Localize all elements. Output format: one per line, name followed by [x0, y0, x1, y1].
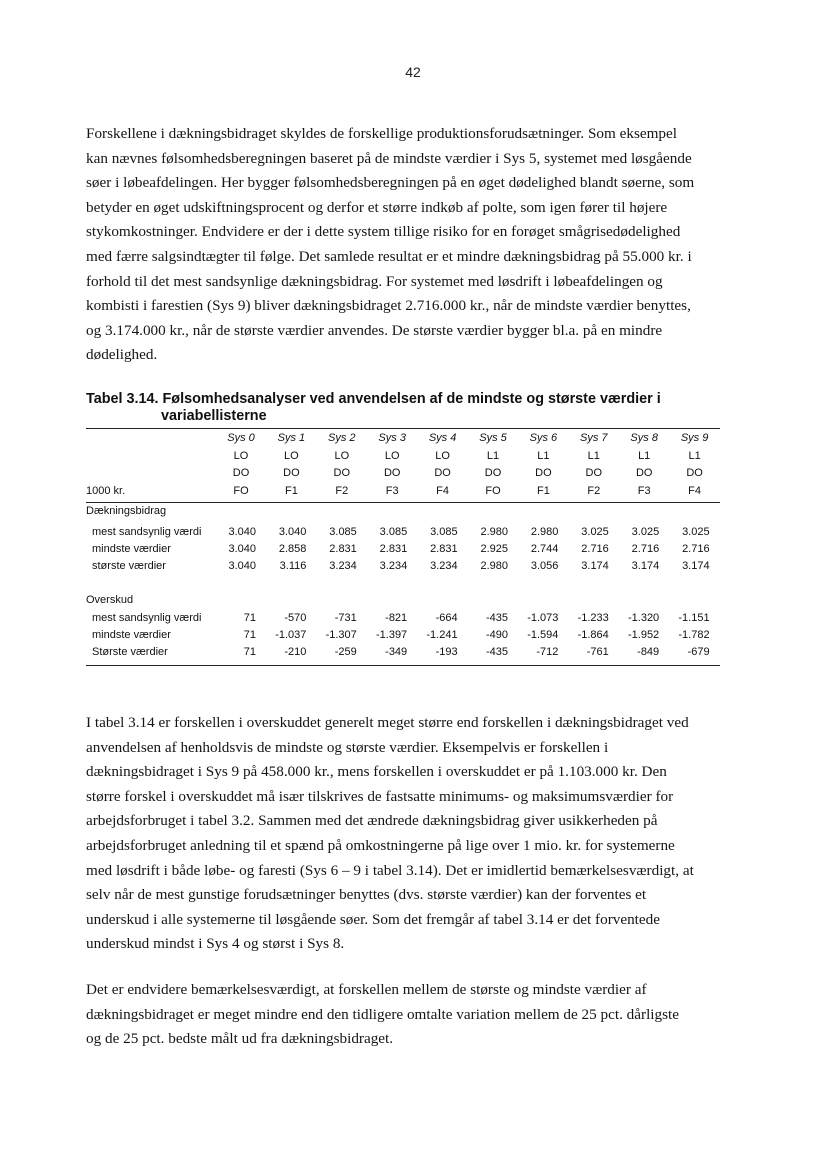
table-rule-bottom [86, 665, 720, 666]
table-cell: -1.864 [577, 629, 609, 641]
table-cell: 2.716 [581, 543, 609, 555]
table-cell: 2.980 [530, 526, 559, 538]
table-row [86, 558, 720, 575]
table-cell: DO [333, 467, 351, 479]
table-cell: 3.174 [581, 560, 609, 572]
paragraph-1 [86, 122, 754, 368]
table-section-surplus [86, 592, 720, 661]
text-line: større forskel i overskuddet må især tilskrives de fastsatte minimums- og maksimumsværdier for [86, 787, 674, 805]
table-cell: 2.831 [430, 543, 458, 555]
header-row-f [86, 483, 720, 501]
table-cell: 3.116 [279, 560, 307, 572]
text-line: selv når de mest gunstige forudsætninger benyttes (dvs. største værdier) kan der forventes et [86, 886, 647, 904]
table-cell: L1 [486, 449, 500, 462]
table-cell: L1 [638, 449, 651, 462]
table-cell: 3.056 [530, 560, 559, 572]
table-section-contribution [86, 503, 720, 575]
text-line: I tabel 3.14 er forskellen i overskuddet generelt meget større end forskellen i dækningsbidraget ved [86, 714, 689, 731]
table-cell: 3.040 [278, 526, 307, 538]
table-cell: DO [434, 467, 451, 479]
table-cell: 3.040 [228, 526, 256, 538]
table-cell: 3.025 [682, 526, 710, 538]
table-cell: 71 [243, 612, 256, 624]
table-cell: -1.037 [275, 629, 307, 641]
text-line: kombisti i farestien (Sys 9) bliver dækningsbidraget 2.716.000 kr., når de mindste værdier benyttes, [86, 297, 691, 315]
table-cell: LO [284, 449, 299, 462]
text-line: dækningsbidraget er meget mindre end den tidligere omtalte variation mellem de 25 pct. dårligste [86, 1005, 679, 1023]
text-line: dødelighed. [86, 346, 158, 364]
table-cell: DO [383, 467, 401, 479]
table-cell: L1 [537, 449, 550, 462]
table-cell: -259 [334, 646, 357, 658]
table-cell: F4 [688, 484, 702, 497]
table-cell: DO [232, 467, 250, 479]
table-cell: 3.040 [228, 560, 256, 572]
table-row [86, 541, 720, 558]
page-number: 42 [405, 64, 421, 80]
table-cell: F1 [284, 484, 298, 497]
table-cell: Sys 2 [328, 432, 356, 444]
table-title-line1: Tabel 3.14. Følsomhedsanalyser ved anvendelsen af de mindste og største værdier i [86, 391, 661, 407]
table-cell: -1.073 [527, 612, 559, 624]
table-cell: 2.716 [682, 543, 710, 555]
table-cell: 2.925 [480, 543, 508, 555]
paragraph-3 [86, 978, 754, 1052]
row-cells [216, 448, 720, 464]
table-cell: -1.241 [426, 629, 458, 641]
header-row-d [86, 465, 720, 483]
table-cell: -821 [385, 612, 408, 624]
table-row [86, 627, 720, 644]
table-cell: DO [585, 467, 603, 479]
text-line: dækningsbidraget i Sys 9 på 458.000 kr., mens forskellen i overskuddet er på 1.103.000 kr. Den [86, 763, 667, 781]
table-header [86, 430, 720, 500]
table-cell: 3.174 [631, 560, 660, 572]
row-label: mindste værdier [92, 629, 171, 641]
row-cells [216, 541, 720, 557]
table-cell: Sys 9 [680, 432, 709, 444]
table-cell: LO [435, 449, 450, 462]
table-cell: -193 [435, 646, 458, 658]
table-cell: -1.952 [627, 629, 660, 641]
table-cell: 3.174 [682, 560, 710, 572]
table-cell: 3.234 [329, 560, 357, 572]
table-cell: DO [484, 467, 502, 479]
table-cell: F3 [385, 484, 399, 497]
table-cell: -1.320 [627, 612, 660, 624]
table-cell: -349 [385, 646, 408, 658]
table-cell: -679 [687, 646, 710, 658]
table-cell: -761 [586, 646, 609, 658]
row-cells [216, 644, 720, 660]
table-cell: Sys 8 [630, 432, 658, 444]
table-cell: 3.025 [631, 526, 660, 538]
table-cell: FO [485, 484, 501, 497]
row-label: mindste værdier [92, 543, 171, 555]
table-cell: LO [334, 449, 350, 462]
text-line: stykomkostninger. Endvidere er der i dette system tillige risiko for en forøget smågrisedødelighed [86, 223, 681, 241]
table-cell: LO [384, 449, 400, 462]
table-cell: Sys 3 [378, 432, 406, 444]
table-cell: -1.397 [375, 629, 408, 641]
table-row [86, 644, 720, 661]
row-label: største værdier [92, 560, 166, 572]
paragraph-2 [86, 711, 754, 957]
table-cell: Sys 7 [580, 432, 608, 444]
text-line: med færre salgsindtægter til følge. Det samlede resultat er et mindre dækningsbidrag på 55.000 kr. i [86, 247, 692, 265]
table-cell: FO [233, 484, 249, 497]
table-cell: 71 [243, 646, 256, 658]
table-cell: -712 [536, 646, 559, 658]
table-cell: DO [635, 467, 653, 479]
table-cell: -1.151 [678, 612, 710, 624]
table-rule-top [86, 428, 720, 429]
table-cell: 2.980 [480, 560, 508, 572]
row-label: Dækningsbidrag [86, 505, 167, 517]
table-cell: -849 [637, 646, 660, 658]
table-cell: L1 [587, 449, 600, 462]
table-cell: -1.782 [678, 629, 710, 641]
row-cells [216, 627, 720, 643]
table-cell: -435 [485, 646, 508, 658]
text-line: arbejdsforbruget anledning til et spænd på omkostningerne på lige over 1 mio. kr. for systemerne [86, 836, 675, 854]
table-title [86, 391, 766, 425]
table-cell: -570 [284, 612, 307, 624]
text-line: anvendelsen af henholdsvis de mindste og største værdier. Eksempelvis er forskellen i [86, 738, 609, 756]
text-line: Forskellene i dækningsbidraget skyldes de forskellige produktionsforudsætninger. Som eksempel [86, 125, 677, 142]
row-label: Største værdier [92, 646, 168, 658]
table-cell: 2.980 [480, 526, 508, 538]
table-cell: F1 [536, 484, 550, 497]
table-cell: F2 [335, 484, 349, 497]
row-label: Overskud [86, 594, 134, 606]
text-line: underskud mindst i Sys 4 og størst i Sys 8. [86, 935, 345, 953]
table-cell: 3.085 [379, 526, 408, 538]
row-label: mest sandsynlig værdi [92, 612, 202, 624]
table-cell: -1.307 [325, 629, 357, 641]
table-cell: 2.716 [631, 543, 660, 555]
row-cells [216, 430, 720, 446]
table-cell: Sys 6 [529, 432, 558, 444]
text-line: Det er endvidere bemærkelsesværdigt, at forskellen mellem de største og mindste værdier af [86, 981, 647, 998]
row-cells [216, 558, 720, 574]
table-cell: 2.858 [278, 543, 307, 555]
section-label [86, 592, 720, 609]
table-cell: 3.025 [581, 526, 609, 538]
text-line: underskud i alle systemerne til løsgående søer. Som det fremgår af tabel 3.14 er det forventede [86, 910, 660, 928]
text-line: betyder en øget udskiftningsprocent og derfor et større indkøb af polte, som igen fører til højere [86, 198, 668, 216]
text-line: forhold til det mest sandsynlige dækningsbidrag. For systemet med løsdrift i løbeafdelingen og [86, 272, 663, 290]
table-cell: 3.040 [228, 543, 256, 555]
table-cell: -210 [284, 646, 307, 658]
table-cell: 2.744 [530, 543, 559, 555]
text-line: kan nævnes følsomhedsberegningen baseret på de mindste værdier i Sys 5, systemet med løsgående [86, 149, 692, 167]
table-cell: -1.233 [577, 612, 609, 624]
table-cell: -731 [334, 612, 357, 624]
table-cell: F2 [587, 484, 601, 497]
row-cells [216, 483, 720, 499]
table-cell: LO [233, 449, 249, 462]
table-cell: L1 [688, 449, 701, 462]
header-row-sys [86, 430, 720, 448]
table-cell: 2.831 [329, 543, 357, 555]
table-cell: DO [535, 467, 552, 479]
table-cell: F3 [637, 484, 651, 497]
text-line: arbejdsforbruget i tabel 3.2. Sammen med det ændrede dækningsbidrag giver usikkerheden på [86, 812, 658, 830]
text-line: og de 25 pct. bedste målt ud fra dækningsbidraget. [86, 1030, 394, 1048]
table-cell: Sys 0 [227, 432, 255, 444]
header-row-l [86, 448, 720, 466]
table-cell: 71 [243, 629, 256, 641]
text-line: og 3.174.000 kr., når de største værdier anvendes. De største værdier bygger bl.a. på en mindre [86, 321, 663, 339]
row-label: 1000 kr. [86, 484, 126, 497]
table-cell: -435 [485, 612, 508, 624]
table-cell: Sys 5 [479, 432, 507, 444]
row-cells [216, 465, 720, 481]
table-row [86, 524, 720, 541]
table-cell: F4 [436, 484, 450, 497]
table-cell: 3.234 [379, 560, 408, 572]
table-cell: DO [283, 467, 300, 479]
table-cell: Sys 1 [277, 432, 306, 444]
row-cells [216, 610, 720, 626]
row-label: mest sandsynlig værdi [92, 526, 202, 538]
text-line: med løsdrift i både løbe- og faresti (Sys 6 – 9 i tabel 3.14). Det er imidlertid bemærkelsesværdigt, at [86, 861, 694, 879]
table-cell: 2.831 [379, 543, 408, 555]
row-cells [216, 524, 720, 540]
table-cell: -664 [435, 612, 458, 624]
table-cell: Sys 4 [428, 432, 457, 444]
table-cell: 3.234 [430, 560, 458, 572]
table-cell: 3.085 [329, 526, 357, 538]
table-cell: -490 [485, 629, 508, 641]
text-line: søer i løbeafdelingen. Her bygger følsomhedsberegningen på en øget dødelighed blandt søerne, som [86, 174, 695, 192]
table-row [86, 610, 720, 627]
table-cell: -1.594 [527, 629, 559, 641]
table-title-line2: variabellisterne [161, 408, 267, 424]
table-cell: 3.085 [430, 526, 458, 538]
table-cell: DO [686, 467, 703, 479]
section-label [86, 503, 720, 520]
